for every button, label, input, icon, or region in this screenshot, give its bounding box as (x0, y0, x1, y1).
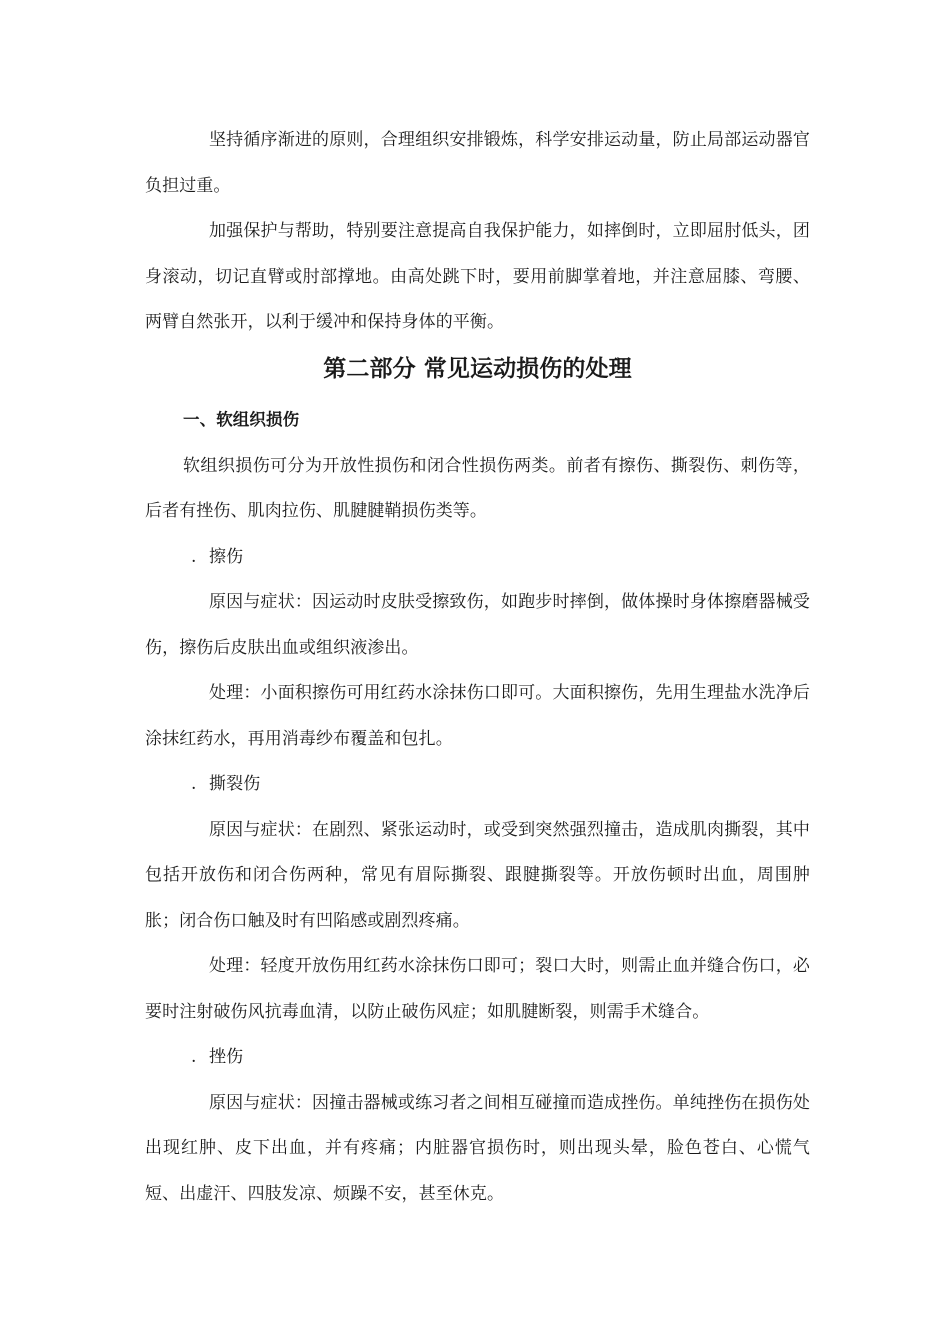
item-marker: . (191, 1047, 197, 1067)
paragraph-abrasion-cause: 原因与症状：因运动时皮肤受擦致伤，如跑步时摔倒，做体操时身体擦磨器械受伤，擦伤后皮肤出血或组织液渗出。 (145, 592, 810, 658)
item-marker: . (191, 546, 197, 567)
paragraph-laceration-treatment: 处理：轻度开放伤用红药水涂抹伤口即可；裂口大时，则需止血并缝合伤口，必要时注射破伤风抗毒血清，以防止破伤风症；如肌腱断裂，则需手术缝合。 (145, 956, 810, 1022)
item-marker: . (191, 774, 197, 794)
item-title: 擦伤 (209, 546, 244, 567)
item-heading-laceration (145, 762, 810, 808)
item-heading-abrasion (145, 535, 810, 581)
part-title: 第二部分 常见运动损伤的处理 (323, 354, 632, 382)
paragraph-laceration-cause: 原因与症状：在剧烈、紧张运动时，或受到突然强烈撞击，造成肌肉撕裂，其中包括开放伤和闭合伤两种，常见有眉际撕裂、跟腱撕裂等。开放伤顿时出血，周围肿胀；闭合伤口触及时有凹陷感或剧烈疼痛。 (145, 819, 810, 931)
item-heading-contusion (145, 1035, 810, 1081)
paragraph-soft-tissue-intro: 软组织损伤可分为开放性损伤和闭合性损伤两类。前者有擦伤、撕裂伤、刺伤等，后者有挫伤、肌肉拉伤、肌腱腱鞘损伤类等。 (145, 455, 810, 521)
paragraph-abrasion-treatment: 处理：小面积擦伤可用红药水涂抹伤口即可。大面积擦伤，先用生理盐水洗净后涂抹红药水，再用消毒纱布覆盖和包扎。 (145, 683, 810, 749)
document-body (145, 118, 810, 1217)
paragraph-contusion-cause: 原因与症状：因撞击器械或练习者之间相互碰撞而造成挫伤。单纯挫伤在损伤处出现红肿、皮下出血，并有疼痛；内脏器官损伤时，则出现头晕，脸色苍白、心慌气短、出虚汗、四肢发凉、烦躁不安，甚至休克。 (145, 1092, 810, 1204)
item-title: 撕裂伤 (209, 774, 261, 794)
paragraph-protection: 加强保护与帮助，特别要注意提高自我保护能力，如摔倒时，立即屈肘低头，团身滚动，切记直臂或肘部撑地。由高处跳下时，要用前脚掌着地，并注意屈膝、弯腰、两臂自然张开，以利于缓冲和保持身体的平衡。 (145, 221, 810, 332)
paragraph-progressive-principle: 坚持循序渐进的原则，合理组织安排锻炼，科学安排运动量，防止局部运动器官负担过重。 (145, 130, 810, 196)
section-title: 一、软组织损伤 (183, 409, 300, 429)
item-title: 挫伤 (209, 1047, 244, 1067)
